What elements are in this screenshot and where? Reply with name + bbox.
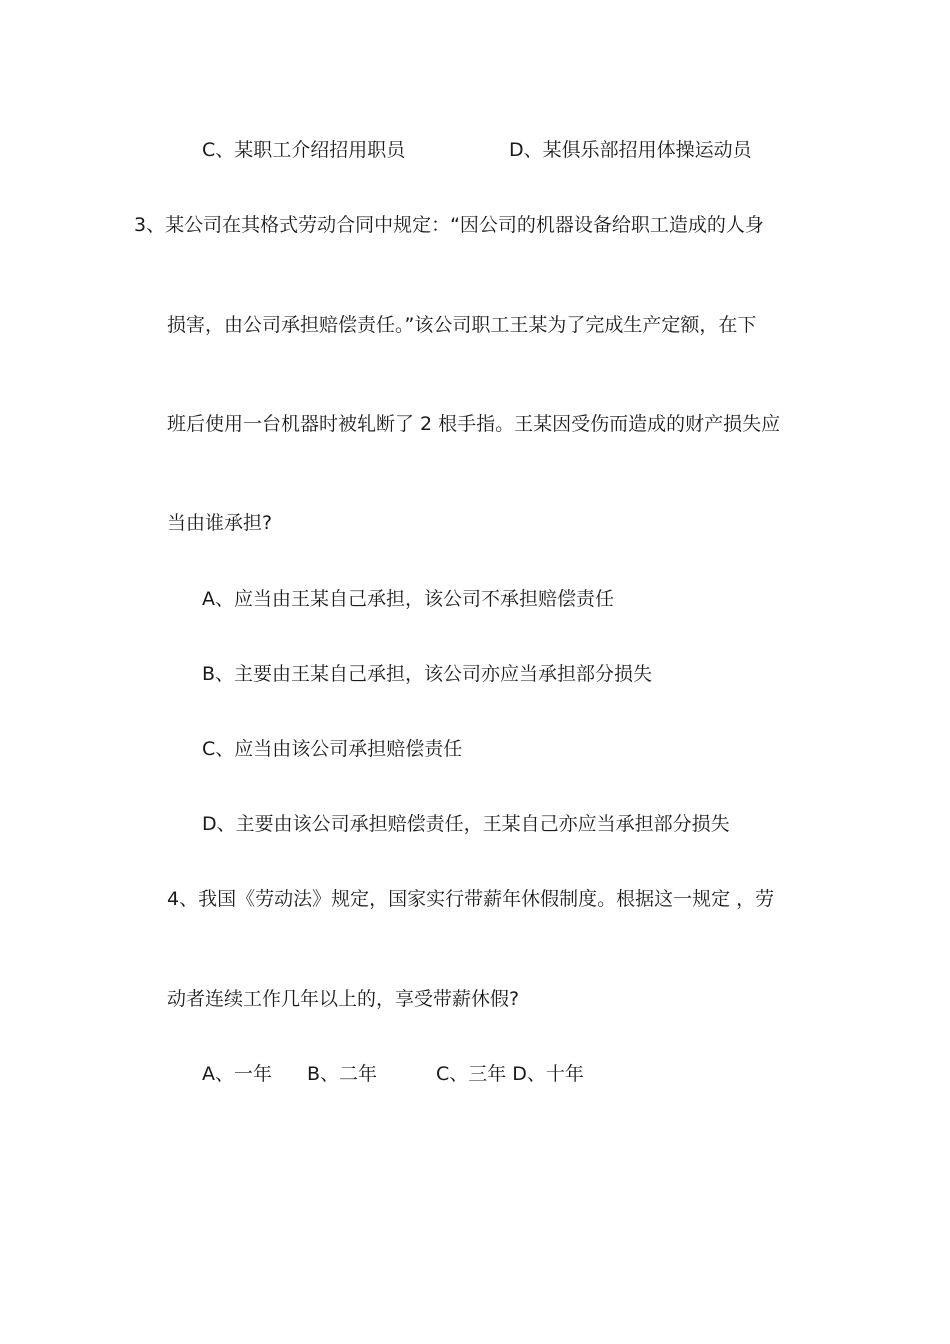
q4-option-cd: C、三年 D、十年 <box>436 1063 584 1085</box>
q3-option-a: A、应当由王某自己承担，该公司不承担赔偿责任 <box>202 588 614 610</box>
q3-option-c: C、应当由该公司承担赔偿责任 <box>202 738 463 760</box>
q4-stem-line-2: 动者连续工作几年以上的，享受带薪休假? <box>167 988 520 1010</box>
q3-option-b: B、主要由王某自己承担，该公司亦应当承担部分损失 <box>202 663 653 685</box>
q3-stem-line-1: 3、某公司在其格式劳动合同中规定：“因公司的机器设备给职工造成的人身 <box>134 214 764 236</box>
q3-option-d: D、主要由该公司承担赔偿责任，王某自己亦应当承担部分损失 <box>202 813 730 835</box>
q4-option-a: A、一年 <box>202 1063 272 1085</box>
q2-option-c: C、某职工介绍招用职员 <box>202 139 406 161</box>
q4-stem-line-1: 4、我国《劳动法》规定，国家实行带薪年休假制度。根据这一规定 ，劳 <box>167 888 775 910</box>
q2-option-d: D、某俱乐部招用体操运动员 <box>509 139 752 161</box>
q3-stem-line-4: 当由谁承担? <box>167 512 273 534</box>
q3-stem-line-3: 班后使用一台机器时被轧断了 2 根手指。王某因受伤而造成的财产损失应 <box>167 413 781 435</box>
q4-option-b: B、二年 <box>307 1063 378 1085</box>
q3-stem-line-2: 损害，由公司承担赔偿责任。”该公司职工王某为了完成生产定额，在下 <box>167 314 757 336</box>
